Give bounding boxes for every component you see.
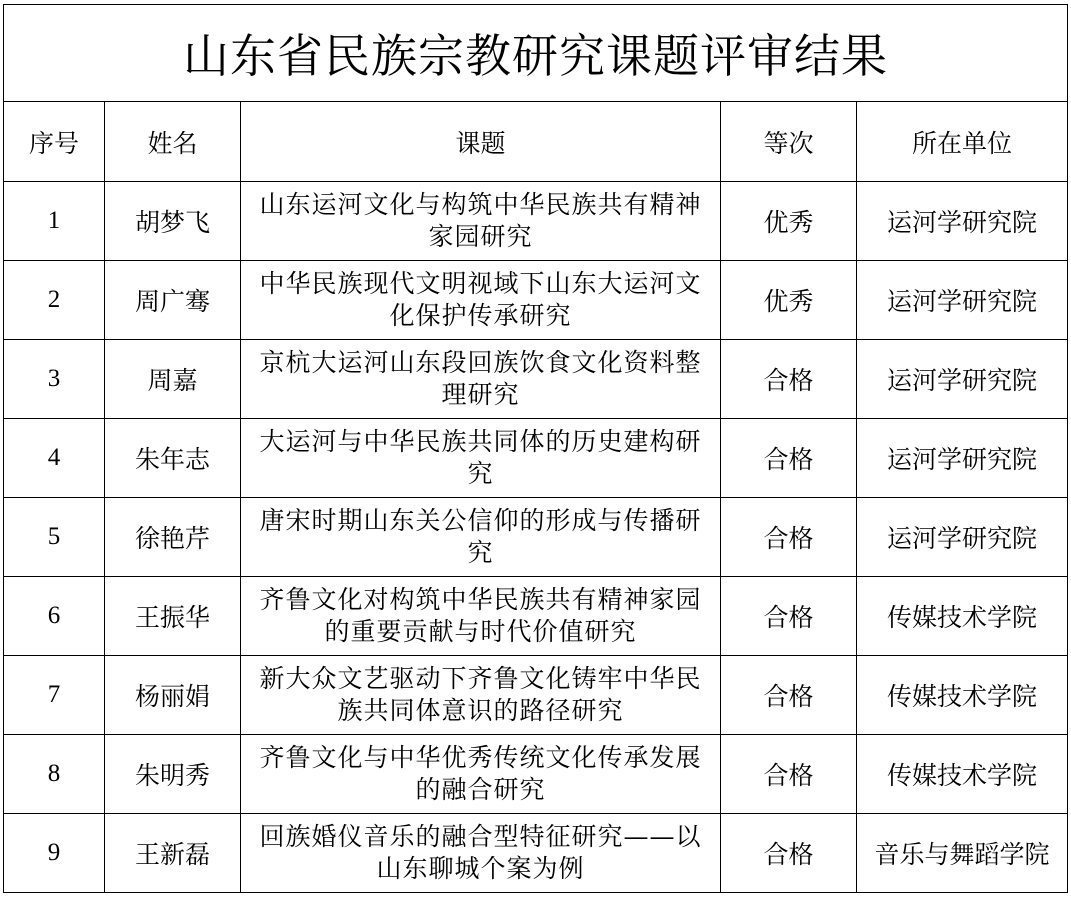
cell-unit: 运河学研究院	[857, 182, 1068, 261]
header-name: 姓名	[105, 102, 241, 182]
cell-name: 王振华	[105, 577, 241, 656]
header-grade: 等次	[721, 102, 857, 182]
table-row	[4, 498, 1068, 577]
cell-unit: 运河学研究院	[857, 261, 1068, 340]
cell-index: 7	[4, 656, 105, 735]
table-row	[4, 261, 1068, 340]
header-unit: 所在单位	[857, 102, 1068, 182]
table-row	[4, 656, 1068, 735]
cell-index: 4	[4, 419, 105, 498]
cell-topic: 新大众文艺驱动下齐鲁文化铸牢中华民族共同体意识的路径研究	[241, 656, 721, 735]
cell-grade: 合格	[721, 498, 857, 577]
cell-name: 杨丽娟	[105, 656, 241, 735]
cell-name: 胡梦飞	[105, 182, 241, 261]
cell-index: 9	[4, 814, 105, 893]
cell-unit: 传媒技术学院	[857, 656, 1068, 735]
table-row	[4, 182, 1068, 261]
cell-name: 徐艳芹	[105, 498, 241, 577]
cell-topic: 齐鲁文化与中华优秀传统文化传承发展的融合研究	[241, 735, 721, 814]
cell-topic: 唐宋时期山东关公信仰的形成与传播研究	[241, 498, 721, 577]
cell-grade: 合格	[721, 577, 857, 656]
cell-topic: 回族婚仪音乐的融合型特征研究——以山东聊城个案为例	[241, 814, 721, 893]
cell-grade: 优秀	[721, 261, 857, 340]
cell-unit: 运河学研究院	[857, 419, 1068, 498]
cell-name: 周嘉	[105, 340, 241, 419]
cell-topic: 山东运河文化与构筑中华民族共有精神家园研究	[241, 182, 721, 261]
page-title: 山东省民族宗教研究课题评审结果	[4, 5, 1068, 102]
cell-topic: 齐鲁文化对构筑中华民族共有精神家园的重要贡献与时代价值研究	[241, 577, 721, 656]
cell-topic: 中华民族现代文明视域下山东大运河文化保护传承研究	[241, 261, 721, 340]
cell-grade: 合格	[721, 814, 857, 893]
table-row	[4, 419, 1068, 498]
cell-grade: 合格	[721, 340, 857, 419]
cell-grade: 合格	[721, 656, 857, 735]
header-topic: 课题	[241, 102, 721, 182]
cell-unit: 传媒技术学院	[857, 735, 1068, 814]
cell-index: 2	[4, 261, 105, 340]
cell-grade: 优秀	[721, 182, 857, 261]
title-row	[4, 5, 1068, 102]
cell-topic: 大运河与中华民族共同体的历史建构研究	[241, 419, 721, 498]
cell-name: 朱明秀	[105, 735, 241, 814]
cell-index: 6	[4, 577, 105, 656]
cell-grade: 合格	[721, 419, 857, 498]
header-row	[4, 102, 1068, 182]
cell-index: 3	[4, 340, 105, 419]
cell-unit: 音乐与舞蹈学院	[857, 814, 1068, 893]
table-row	[4, 577, 1068, 656]
table-row	[4, 340, 1068, 419]
cell-name: 王新磊	[105, 814, 241, 893]
cell-unit: 运河学研究院	[857, 498, 1068, 577]
cell-grade: 合格	[721, 735, 857, 814]
results-sheet	[3, 4, 1067, 903]
table-row	[4, 735, 1068, 814]
cell-index: 8	[4, 735, 105, 814]
cell-index: 5	[4, 498, 105, 577]
table-row	[4, 814, 1068, 893]
cell-name: 朱年志	[105, 419, 241, 498]
results-table	[3, 4, 1068, 893]
header-index: 序号	[4, 102, 105, 182]
cell-index: 1	[4, 182, 105, 261]
cell-unit: 传媒技术学院	[857, 577, 1068, 656]
cell-name: 周广骞	[105, 261, 241, 340]
cell-unit: 运河学研究院	[857, 340, 1068, 419]
cell-topic: 京杭大运河山东段回族饮食文化资料整理研究	[241, 340, 721, 419]
